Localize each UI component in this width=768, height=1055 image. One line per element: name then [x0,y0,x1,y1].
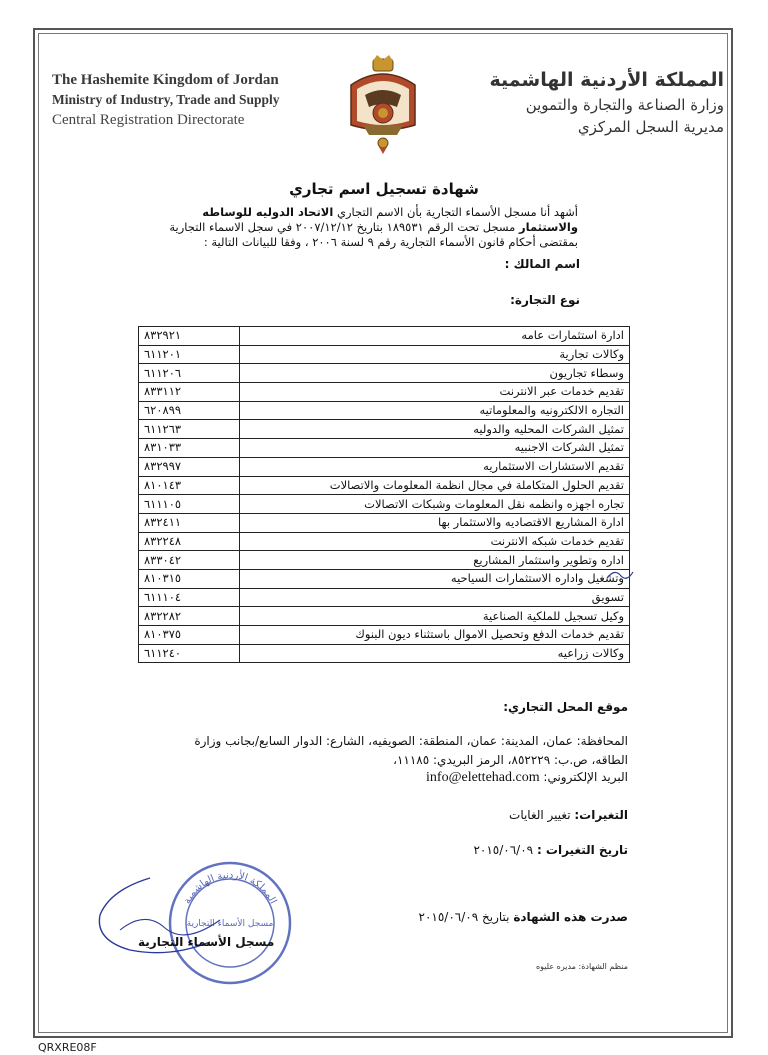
activity-description: تسويق [240,588,630,607]
changes-label: التغيرات: [574,808,628,822]
table-row [139,345,630,364]
table-row [139,383,630,402]
activity-description: وكيل تسجيل للملكية الصناعية [240,607,630,626]
changes-line [509,808,628,822]
activity-description: التجاره الالكترونيه والمعلوماتيه [240,401,630,420]
activity-code: ٨٣٢٩٩٧ [139,457,240,476]
email-line [426,770,628,786]
owner-label: اسم المالك : [504,257,580,271]
activity-description: وتشغيل واداره الاستثمارات السياحيه [240,569,630,588]
activity-description: تجاره اجهزه وانظمه نقل المعلومات وشبكات الاتصالات [240,495,630,514]
trade-name: الاتحاد الدوليه للوساطه والاستثمار [202,205,578,234]
activity-code: ٨٣٢٢٤٨ [139,532,240,551]
activity-description: تقديم خدمات عبر الانترنت [240,383,630,402]
activity-code: ٦٢٠٨٩٩ [139,401,240,420]
coat-of-arms-icon [343,55,423,155]
activity-code: ٨٣٢٤١١ [139,513,240,532]
trade-type-label: نوع التجارة: [510,293,580,307]
activity-code: ٨٣٣١١٢ [139,383,240,402]
activity-code: ٦١١٢٠٦ [139,364,240,383]
activity-description: تقديم خدمات الدفع وتحصيل الاموال باستثناء ديون البنوك [240,626,630,645]
location-title: موقع المحل التجاري: [503,700,628,714]
activity-code: ٨١٠٣١٥ [139,569,240,588]
table-row [139,513,630,532]
certificate-organizer: منظم الشهادة: مديره عليوه [535,962,628,971]
table-row [139,364,630,383]
registrar-signature-label: مسجل الأسماء التجارية [138,935,275,949]
ministry-name-ar: وزارة الصناعة والتجارة والتموين [525,96,724,114]
table-row [139,439,630,458]
table-row [139,327,630,346]
intro-part-b: مسجل تحت الرقم ١٨٩٥٣١ بتاريخ ٢٠٠٧/١٢/١٢ في سجل الاسماء التجارية بمقتضى أحكام قانون الأسماء التجارية رقم ٩ لسنة ٢٠٠٦ ، وفقا للبيانات التالية : [169,220,578,249]
changes-date-line [473,843,628,857]
activity-description: تقديم الحلول المتكاملة في مجال انظمة المعلومات والاتصالات [240,476,630,495]
changes-date-value: ٢٠١٥/٠٦/٠٩ [473,843,537,857]
activity-description: وكالات زراعيه [240,644,630,663]
table-row [139,420,630,439]
table-row [139,551,630,570]
activity-code: ٦١١٢٦٣ [139,420,240,439]
issued-label: صدرت هذه الشهادة [513,910,628,924]
certificate-intro [158,205,578,250]
table-row [139,476,630,495]
directorate-name-ar: مديرية السجل المركزي [577,118,724,136]
activity-description: تمثيل الشركات المحليه والدوليه [240,420,630,439]
table-row [139,607,630,626]
table-row [139,532,630,551]
changes-date-label: تاريخ التغيرات : [536,843,628,857]
activity-description: تمثيل الشركات الاجنبيه [240,439,630,458]
issued-line [419,910,628,924]
pen-mark-icon [605,566,635,586]
table-row [139,569,630,588]
activity-description: تقديم خدمات شبكه الانترنت [240,532,630,551]
arabic-header [490,66,724,138]
table-row [139,588,630,607]
ministry-name-en: Ministry of Industry, Trade and Supply [52,92,280,107]
activity-description: وكالات تجارية [240,345,630,364]
activity-code: ٨١٠١٤٣ [139,476,240,495]
activity-description: اداره وتطوير واستثمار المشاريع [240,551,630,570]
email-label: البريد الإلكتروني: [539,770,628,784]
activity-description: تقديم الاستشارات الاستثماريه [240,457,630,476]
activity-code: ٦١١١٠٥ [139,495,240,514]
changes-value: تغيير الغايات [509,808,575,822]
intro-part-a: أشهد أنا مسجل الأسماء التجارية بأن الاسم التجاري [333,205,578,219]
activity-description: ادارة استثمارات عامه [240,327,630,346]
directorate-name-en: Central Registration Directorate [52,112,245,128]
activity-description: ادارة المشاريع الاقتصاديه والاستثمار بها [240,513,630,532]
kingdom-name-ar: المملكة الأردنية الهاشمية [489,69,724,91]
table-row [139,457,630,476]
table-row [139,401,630,420]
activity-code: ٨٣١٠٣٣ [139,439,240,458]
form-code: QRXRE08F [38,1041,97,1054]
location-address: المحافظة: عمان، المدينة: عمان، المنطقة: الصويفيه، الشارع: الدوار السابع/بجانب وزارة الطاقه، ص.ب: ٨٥٢٢٢٩، الرمز البريدي: ١١١٨٥، [194,734,628,767]
kingdom-name-en: The Hashemite Kingdom of Jordan [52,72,279,88]
certificate-title: شهادة تسجيل اسم تجاري [289,180,479,198]
activity-code: ٦١١٢٤٠ [139,644,240,663]
issued-date: بتاريخ ٢٠١٥/٠٦/٠٩ [418,910,514,924]
english-header [52,70,280,130]
stamp-inner-text: مسجل الأسماء التجارية [186,919,274,929]
activity-code: ٨٣٢٢٨٢ [139,607,240,626]
activity-code: ٨٣٣٠٤٢ [139,551,240,570]
activity-description: وسطاء تجاريون [240,364,630,383]
table-row [139,626,630,645]
table-row [139,644,630,663]
activities-table [138,326,630,663]
email-value: info@elettehad.com [426,770,540,785]
activity-code: ٨١٠٣٧٥ [139,626,240,645]
table-row [139,495,630,514]
activity-code: ٦١١١٠٤ [139,588,240,607]
activity-code: ٨٣٢٩٢١ [139,327,240,346]
stamp-outer-text: المملكة الأردنية الهاشمية [181,869,279,906]
activity-code: ٦١١٢٠١ [139,345,240,364]
